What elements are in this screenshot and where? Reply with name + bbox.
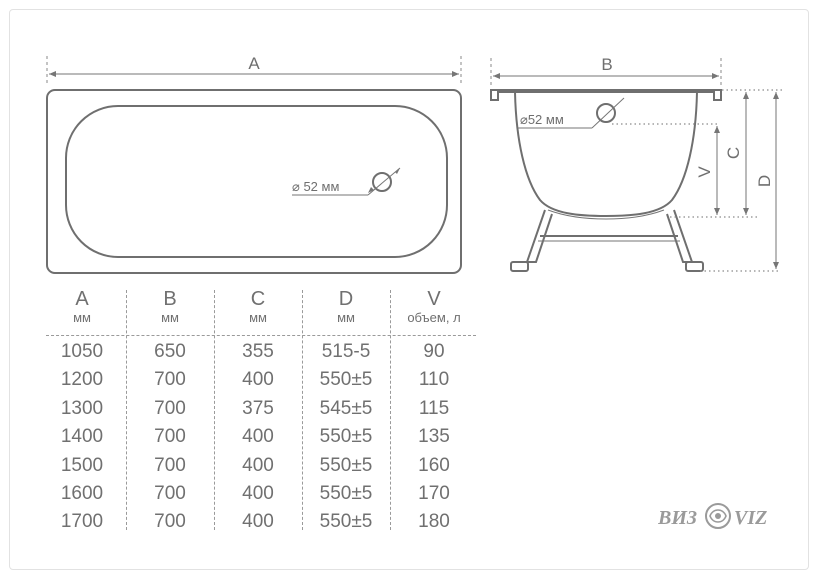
side-view [491,55,782,271]
top-inner-basin [66,106,447,257]
dim-b-arrow-left [493,73,500,79]
dim-c-arrow-bottom [743,208,749,215]
side-drain-circle [597,104,615,122]
table-row [38,480,478,508]
cell-a: 1400 [60,426,104,448]
table-row [38,338,478,366]
header-letter: C [250,288,266,310]
cell-a: 1200 [60,369,104,391]
cell-a: 1700 [60,511,104,533]
dim-b-label: B [601,55,613,74]
cell-c: 375 [242,397,274,419]
cell-a: 1500 [60,454,104,476]
dim-a-arrow-right [452,71,459,77]
dim-c-arrow-top [743,92,749,99]
header-b [126,286,214,336]
header-letter: D [338,288,354,310]
cell-a: 1300 [60,397,104,419]
cell-d: 550±5 [319,482,373,504]
cell-c: 400 [242,482,274,504]
dim-a-arrow-left [49,71,56,77]
top-view [47,54,461,273]
top-drain-label: ⌀ 52 мм [292,179,340,194]
header-unit: мм [161,310,179,325]
cell-b: 700 [154,482,186,504]
cell-d: 550±5 [319,511,373,533]
logo-emblem-icon [706,504,730,528]
cell-b: 700 [154,397,186,419]
table-body [38,338,478,537]
cell-b: 700 [154,454,186,476]
header-d [302,286,390,336]
cell-d: 550±5 [319,369,373,391]
table-header [38,286,478,336]
header-c [214,286,302,336]
dim-v-label: V [695,166,714,178]
table-row [38,508,478,536]
cell-v: 180 [418,511,450,533]
logo-text-right: VIZ [734,507,768,529]
header-letter: A [75,288,89,310]
side-tub-seam [548,210,664,219]
side-foot-left [511,262,528,271]
header-unit: мм [73,310,91,325]
header-unit: мм [249,310,267,325]
cell-c: 355 [242,341,274,362]
dim-b-arrow-right [712,73,719,79]
cell-v: 135 [418,426,450,448]
cell-a: 1050 [60,341,104,362]
cell-b: 700 [154,511,186,533]
cell-d: 550±5 [319,426,373,448]
header-v [390,286,478,336]
cell-c: 400 [242,369,274,391]
dim-d-arrow-top [773,92,779,99]
table-row [38,395,478,423]
cell-v: 160 [418,454,450,476]
side-rim [491,90,721,100]
header-divider [46,335,476,336]
cell-c: 400 [242,511,274,533]
viz-logo [658,495,783,535]
dim-v-arrow-top [714,126,720,133]
dim-d-label: D [755,174,774,188]
logo-text-left: ВИЗ [658,507,698,529]
header-letter: V [427,288,441,310]
table-row [38,366,478,394]
cell-b: 700 [154,369,186,391]
cell-b: 650 [154,341,186,362]
dim-c-label: C [724,146,743,160]
cell-v: 115 [418,397,450,419]
header-unit: объем, л [407,310,461,325]
cell-v: 110 [418,369,450,391]
cell-v: 170 [418,482,450,504]
side-tub-body [515,92,697,216]
header-a [38,286,126,336]
dim-a-label: A [248,54,260,73]
cell-d: 550±5 [319,454,373,476]
cell-d: 515-5 [321,341,371,362]
cell-c: 400 [242,426,274,448]
header-unit: мм [337,310,355,325]
side-foot-right [686,262,703,271]
header-letter: B [163,288,177,310]
table-row [38,452,478,480]
cell-d: 545±5 [319,397,373,419]
cell-v: 90 [423,341,445,362]
table-row [38,423,478,451]
dim-v-arrow-bottom [714,208,720,215]
cell-a: 1600 [60,482,104,504]
side-drain-label: ⌀52 мм [520,112,564,127]
cell-b: 700 [154,426,186,448]
top-outer-rim [47,90,461,273]
dim-d-arrow-bottom [773,262,779,269]
cell-c: 400 [242,454,274,476]
